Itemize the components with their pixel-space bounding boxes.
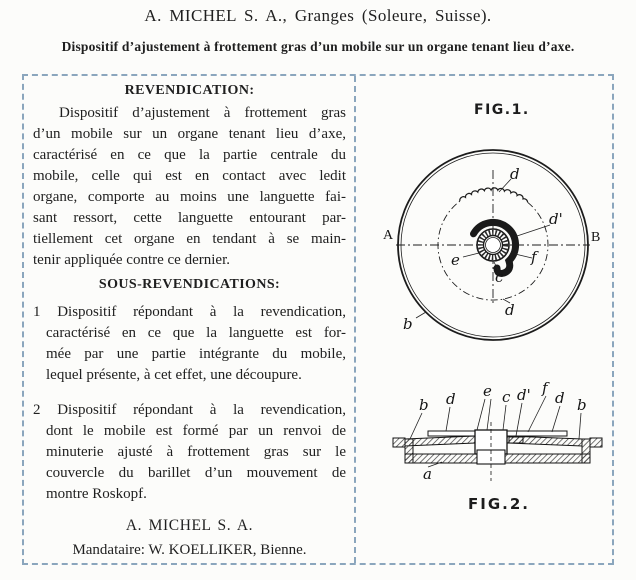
claim-line: caractérisé en ce que la partie centrale du bbox=[33, 147, 346, 163]
fig2-label-f: f bbox=[542, 379, 548, 397]
fig1-label-d-bottom: d bbox=[505, 301, 515, 319]
fig2-label-a: a bbox=[423, 465, 432, 483]
subclaim-line: minuterie ajusté à frottement gras sur le bbox=[46, 444, 346, 460]
claims-text-block bbox=[24, 83, 354, 561]
agent-line: Mandataire: W. KOELLIKER, Bienne. bbox=[72, 542, 307, 558]
fig1-hub bbox=[477, 229, 509, 261]
subclaim-line: montre Roskopf. bbox=[46, 486, 147, 502]
claim-line: organe, comporte au moins une languette fai- bbox=[33, 189, 346, 205]
fig1-label-e: e bbox=[451, 251, 460, 269]
fig2-caption: FIG.2. bbox=[468, 495, 530, 513]
subclaims-heading: SOUS-REVENDICATIONS: bbox=[98, 277, 281, 292]
subclaim-line: lequel présente, à cet effet, une découpure. bbox=[46, 367, 302, 383]
subclaim-2 bbox=[33, 400, 346, 505]
claim-line: tenir appliquée contre ce dernier. bbox=[33, 252, 230, 268]
applicant-signature: A. MICHEL S. A. bbox=[125, 517, 254, 534]
subclaim-line: 2 Dispositif répondant à la revendication, bbox=[33, 402, 346, 418]
claim-line: tiellement cet organe en tendant à se main- bbox=[33, 231, 346, 247]
claims-column bbox=[24, 76, 354, 563]
subclaim-line: couvercle du barillet d’un mouvement de bbox=[46, 465, 346, 481]
subclaim-line: caractérisé en ce que la languette est for- bbox=[46, 325, 346, 341]
subclaim-1 bbox=[33, 302, 346, 386]
subclaim-line: mée par une partie intégrante du mobile, bbox=[46, 346, 346, 362]
fig2-label-d-prime: d' bbox=[517, 386, 531, 404]
fig1-drawing bbox=[356, 146, 610, 351]
claim-line: sant ressort, cette languette entourant par- bbox=[33, 210, 346, 226]
claim-heading: REVENDICATION: bbox=[124, 83, 255, 98]
claim-line: mobile, celle qui est en contact avec ledit bbox=[33, 168, 346, 184]
fig2-label-d-left: d bbox=[446, 390, 456, 408]
page-title: A. MICHEL S. A., Granges (Soleure, Suisse). bbox=[144, 6, 492, 25]
fig1-label-c: c bbox=[495, 268, 504, 286]
fig1-caption: FIG.1. bbox=[474, 102, 530, 118]
fig1-label-f: f bbox=[531, 248, 537, 266]
fig1-label-b: b bbox=[403, 315, 413, 333]
fig1-label-d-prime: d' bbox=[549, 210, 563, 228]
fig1-label-A: A bbox=[383, 228, 394, 243]
claim-paragraph bbox=[33, 103, 346, 271]
fig2-label-d-right: d bbox=[555, 389, 565, 407]
fig2-label-e: e bbox=[483, 382, 492, 400]
claim-line: Dispositif d’ajustement à frottement gras bbox=[59, 105, 346, 121]
fig2-label-b-right: b bbox=[577, 396, 587, 414]
claim-line: d’un mobile sur un organe tenant lieu d’axe, bbox=[33, 126, 346, 142]
content-frame bbox=[22, 74, 614, 565]
fig1-toothed-segment bbox=[460, 188, 528, 202]
subclaim-line: 1 Dispositif répondant à la revendication, bbox=[33, 304, 346, 320]
page-subtitle: Dispositif d’ajustement à frottement gras d’un mobile sur un organe tenant lieu d’axe. bbox=[61, 39, 575, 54]
fig2-label-c: c bbox=[502, 388, 511, 406]
fig1-label-B: B bbox=[591, 230, 601, 245]
figures-column bbox=[356, 76, 610, 563]
fig1-label-d-top: d bbox=[510, 165, 520, 183]
subclaim-line: dont le mobile est formé par un renvoi de bbox=[46, 423, 346, 439]
fig2-label-b-left: b bbox=[419, 396, 429, 414]
